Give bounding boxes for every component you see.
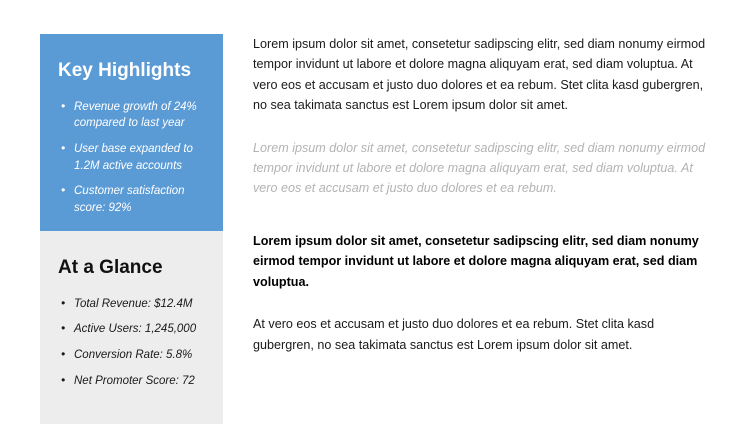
key-highlights-title: Key Highlights <box>58 60 192 81</box>
list-item: • Total Revenue: $12.4M <box>72 296 205 313</box>
at-a-glance-title: At a Glance <box>58 257 163 278</box>
list-item: • Active Users: 1,245,000 <box>72 321 205 338</box>
highlights-muted-paragraph: Lorem ipsum dolor sit amet, consetetur sadipscing elitr, sed diam nonumy eirmod tempor invidunt ut labore et dolore magna aliquyam erat, sed diam voluptua. At vero eos et accusam et justo duo dolores et ea rebum. <box>253 140 706 196</box>
list-item: • Customer satisfaction score: 92% <box>72 183 205 216</box>
highlights-body-column <box>223 34 710 199</box>
highlights-lead-paragraph: Lorem ipsum dolor sit amet, consetetur sadipscing elitr, sed diam nonumy eirmod tempor invidunt ut labore et dolore magna aliquyam erat, sed diam voluptua. At vero eos et accusam et justo duo dolores et ea rebum. Stet clita kasd gubergren, no sea takimata sanctus est Lorem ipsum dolor sit amet. <box>253 37 706 113</box>
key-highlights-list <box>58 99 205 217</box>
at-a-glance-list <box>58 296 205 390</box>
at-a-glance-body-column <box>223 231 710 355</box>
list-item: • Net Promoter Score: 72 <box>72 373 205 390</box>
at-a-glance-lead-paragraph: Lorem ipsum dolor sit amet, consetetur sadipscing elitr, sed diam nonumy eirmod tempor invidunt ut labore et dolore magna aliquyam erat, sed diam voluptua. <box>253 234 699 289</box>
at-a-glance-body-paragraph: At vero eos et accusam et justo duo dolores et ea rebum. Stet clita kasd gubergren, no sea takimata sanctus est Lorem ipsum dolor sit amet. <box>253 317 655 352</box>
at-a-glance-card <box>40 231 223 424</box>
at-a-glance-section <box>40 231 710 424</box>
highlights-section <box>40 34 710 252</box>
key-highlights-card <box>40 34 223 252</box>
list-item: • Conversion Rate: 5.8% <box>72 347 205 364</box>
list-item: • Revenue growth of 24% compared to last year <box>72 99 205 132</box>
list-item: • User base expanded to 1.2M active accounts <box>72 141 205 174</box>
